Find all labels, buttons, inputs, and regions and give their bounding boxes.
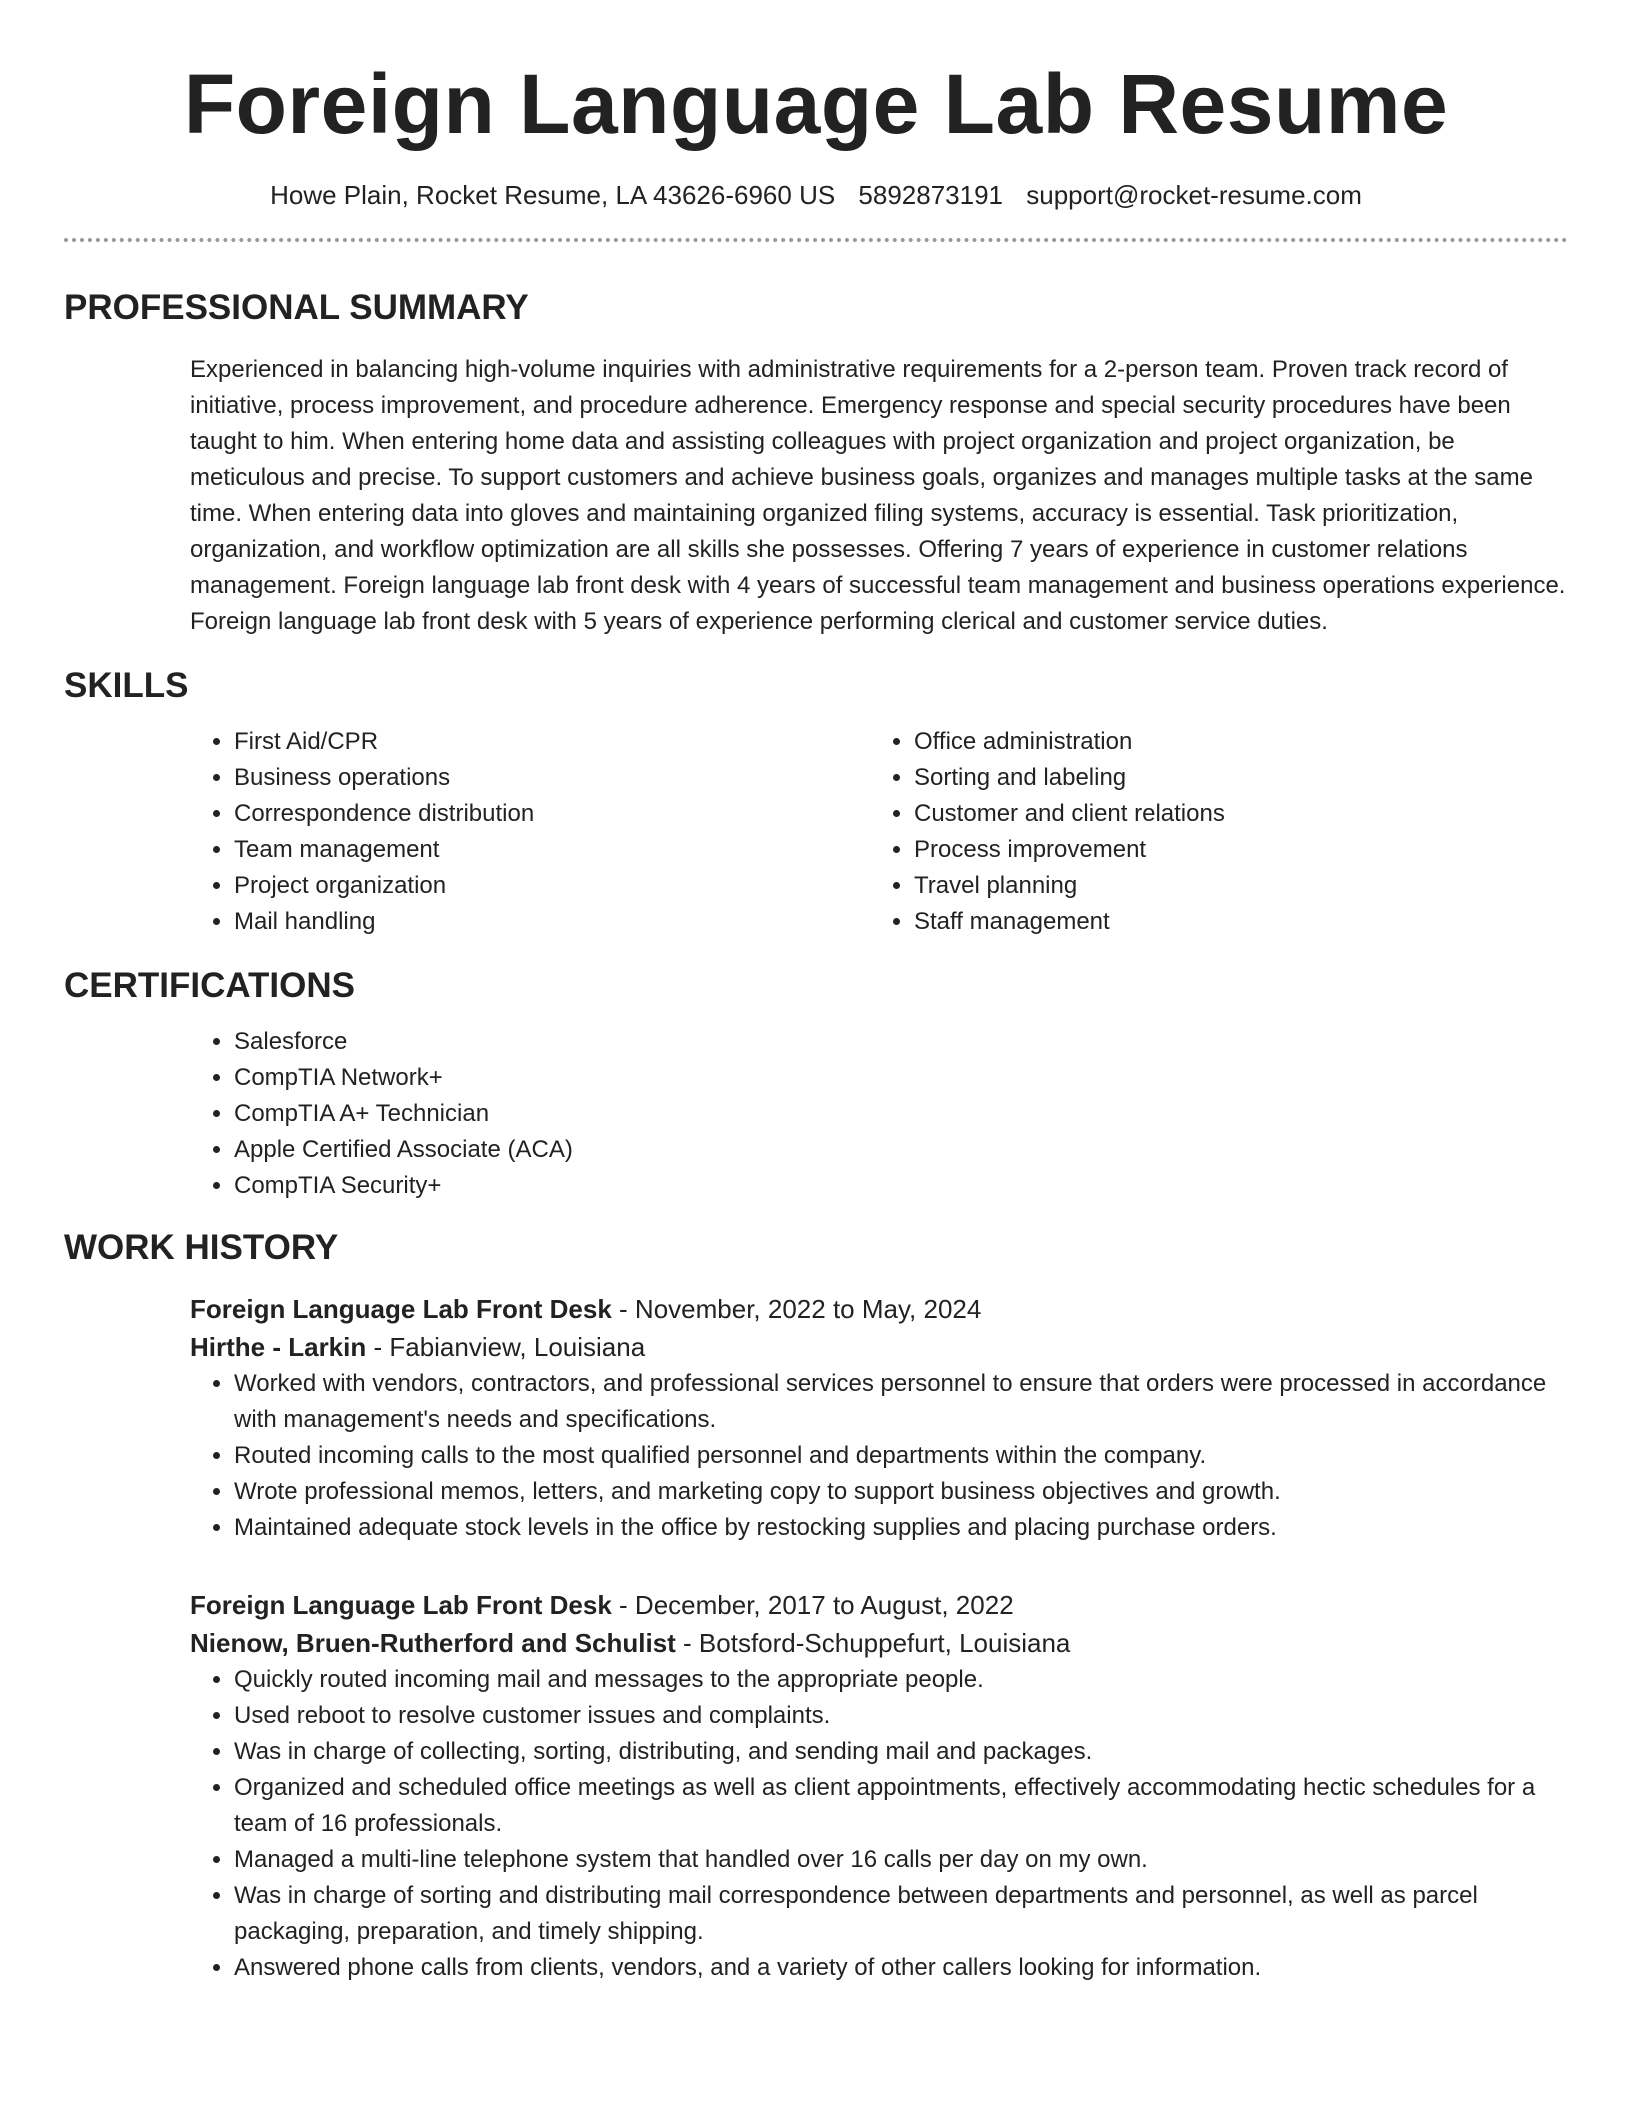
job-location: - Botsford-Schuppefurt, Louisiana <box>675 1628 1071 1658</box>
job-duty-item: • Managed a multi-line telephone system that handled over 16 calls per day on my own. <box>234 1842 1568 1878</box>
job-duty-item: • Used reboot to resolve customer issues and complaints. <box>234 1698 1568 1734</box>
job-title-line <box>190 1290 1568 1328</box>
job-title-line <box>190 1586 1568 1624</box>
job-company: Hirthe - Larkin <box>190 1332 367 1362</box>
job-title: Foreign Language Lab Front Desk <box>190 1590 612 1620</box>
header-divider <box>64 238 1568 242</box>
job-duties-list <box>190 1366 1568 1546</box>
skill-item: • Mail handling <box>234 904 870 940</box>
resume-title: Foreign Language Lab Resume <box>183 57 1449 151</box>
job-company-line <box>190 1624 1568 1662</box>
job-duty-item: • Maintained adequate stock levels in the office by restocking supplies and placing purchase orders. <box>234 1510 1568 1546</box>
job-company: Nienow, Bruen-Rutherford and Schulist <box>190 1628 676 1658</box>
contact-address: Howe Plain, Rocket Resume, LA 43626-6960 US <box>270 180 836 210</box>
job-duties-list <box>190 1662 1568 1986</box>
skills-grid <box>190 724 1568 940</box>
job-duty-item: • Routed incoming calls to the most qualified personnel and departments within the company. <box>234 1438 1568 1474</box>
job-location: - Fabianview, Louisiana <box>366 1332 646 1362</box>
certification-item: • CompTIA Network+ <box>234 1060 1568 1096</box>
skills-list-left <box>190 724 870 940</box>
job-entry-2 <box>190 1586 1568 1986</box>
certification-item: • Apple Certified Associate (ACA) <box>234 1132 1568 1168</box>
job-dates: - November, 2022 to May, 2024 <box>611 1294 982 1324</box>
job-title: Foreign Language Lab Front Desk <box>190 1294 612 1324</box>
skill-item: • Team management <box>234 832 870 868</box>
contact-phone: 5892873191 <box>858 180 1004 210</box>
certifications-block <box>190 1024 1568 1204</box>
job-duty-item: • Was in charge of collecting, sorting, distributing, and sending mail and packages. <box>234 1734 1568 1770</box>
skill-item: • Customer and client relations <box>914 796 1550 832</box>
skill-item: • Sorting and labeling <box>914 760 1550 796</box>
certification-item: • CompTIA Security+ <box>234 1168 1568 1204</box>
skill-item: • Project organization <box>234 868 870 904</box>
job-duty-item: • Answered phone calls from clients, vendors, and a variety of other callers looking for information. <box>234 1950 1568 1986</box>
job-duty-item: • Worked with vendors, contractors, and professional services personnel to ensure that orders were processed in accordance with management's needs and specifications. <box>234 1366 1568 1438</box>
job-duty-item: • Organized and scheduled office meetings as well as client appointments, effectively accommodating hectic schedules for a team of 16 professionals. <box>234 1770 1568 1842</box>
job-duty-item: • Wrote professional memos, letters, and marketing copy to support business objectives and growth. <box>234 1474 1568 1510</box>
job-duty-item: • Quickly routed incoming mail and messages to the appropriate people. <box>234 1662 1568 1698</box>
certification-item: • CompTIA A+ Technician <box>234 1096 1568 1132</box>
summary-heading: PROFESSIONAL SUMMARY <box>64 288 529 327</box>
job-dates: - December, 2017 to August, 2022 <box>611 1590 1014 1620</box>
certifications-list <box>190 1024 1568 1204</box>
job-duty-item: • Was in charge of sorting and distributing mail correspondence between departments and personnel, as well as parcel packaging, preparation, and timely shipping. <box>234 1878 1568 1950</box>
skills-heading: SKILLS <box>64 666 189 705</box>
skills-column-right <box>870 724 1550 940</box>
certification-item: • Salesforce <box>234 1024 1568 1060</box>
job-company-line <box>190 1328 1568 1366</box>
skill-item: • Office administration <box>914 724 1550 760</box>
skill-item: • Correspondence distribution <box>234 796 870 832</box>
skill-item: • First Aid/CPR <box>234 724 870 760</box>
skill-item: • Staff management <box>914 904 1550 940</box>
job-entry-1 <box>190 1290 1568 1546</box>
skills-column-left <box>190 724 870 940</box>
contact-email: support@rocket-resume.com <box>1026 180 1362 210</box>
skill-item: • Travel planning <box>914 868 1550 904</box>
contact-line <box>64 178 1568 212</box>
summary-text: Experienced in balancing high-volume inquiries with administrative requirements for a 2-person team. Proven track record of initiative, process improvement, and procedure adherence. Emergency response and special security procedures have been taught to him. When entering home data and assisting colleagues with project organization and project organization, be meticulous and precise. To support customers and achieve business goals, organizes and manages multiple tasks at the same time. When entering data into gloves and maintaining organized filing systems, accuracy is essential. Task prioritization, organization, and workflow optimization are all skills she possesses. Offering 7 years of experience in customer relations management. Foreign language lab front desk with 4 years of successful team management and business operations experience. Foreign language lab front desk with 5 years of experience performing clerical and customer service duties. <box>190 356 1566 635</box>
work-history-heading: WORK HISTORY <box>64 1228 339 1267</box>
skill-item: • Business operations <box>234 760 870 796</box>
skill-item: • Process improvement <box>914 832 1550 868</box>
certifications-heading: CERTIFICATIONS <box>64 966 356 1005</box>
skills-list-right <box>870 724 1550 940</box>
